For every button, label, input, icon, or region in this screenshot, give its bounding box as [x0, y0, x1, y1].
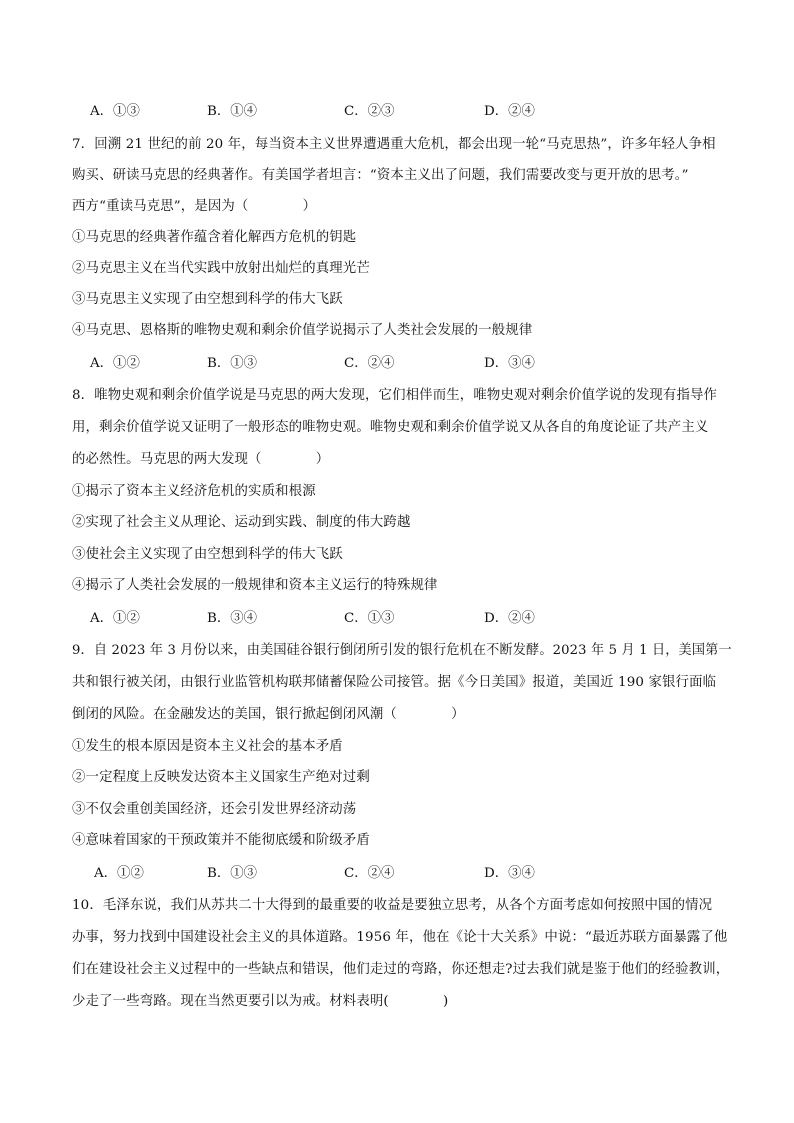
q8-option-c: C．①③: [344, 611, 395, 626]
q8-option-d: D．②④: [484, 611, 535, 626]
q7-option-c: C．②④: [344, 356, 395, 371]
q8-stem-line-2: 用，剩余价值学说又证明了一般形态的唯物史观。唯物史观和剩余价值学说又从各自的角度论证了共产主义: [72, 420, 709, 435]
q8-stem-line-3: 的必然性。马克思的两大发现（ ）: [72, 452, 330, 467]
q9-statement-2: ②一定程度上反映发达资本主义国家生产绝对过剩: [72, 770, 370, 785]
q8-stem-line-1: 8．唯物史观和剩余价值学说是马克思的两大发现，它们相伴而生，唯物史观对剩余价值学说的发现有指导作: [72, 388, 718, 403]
q9-option-b: B．①③: [207, 866, 258, 881]
q9-stem-line-2: 共和银行被关闭，由银行业监管机构联邦储蓄保险公司接管。据《今日美国》报道，美国近 190 家银行面临: [72, 675, 717, 690]
q9-option-d: D．③④: [484, 866, 535, 881]
q7-option-a: A．①②: [90, 356, 140, 371]
q6-option-b: B．①④: [207, 104, 258, 119]
q9-option-a: A．①②: [94, 866, 144, 881]
q9-option-c: C．②④: [344, 866, 395, 881]
q7-stem-line-2: 购买、研读马克思的经典著作。有美国学者坦言：“资本主义出了问题，我们需要改变与更开放的思考。”: [72, 168, 689, 183]
q7-statement-4: ④马克思、恩格斯的唯物史观和剩余价值学说揭示了人类社会发展的一般规律: [72, 323, 533, 338]
q7-stem-line-3: 西方“重读马克思”，是因为（ ）: [72, 199, 317, 214]
q9-stem-line-1: 9．自 2023 年 3 月份以来，由美国硅谷银行倒闭所引发的银行危机在不断发酵。2023 年 5 月 1 日，美国第一: [72, 643, 732, 658]
q8-statement-2: ②实现了社会主义从理论、运动到实践、制度的伟大跨越: [72, 515, 411, 530]
q9-statement-1: ①发生的根本原因是资本主义社会的基本矛盾: [72, 739, 343, 754]
q8-option-b: B．③④: [207, 611, 258, 626]
q8-statement-1: ①揭示了资本主义经济危机的实质和根源: [72, 484, 316, 499]
q10-stem-line-1: 10．毛泽东说，我们从苏共二十大得到的最重要的收益是要独立思考，从各个方面考虑如何按照中国的情况: [72, 898, 713, 913]
q10-stem-line-2: 办事，努力找到中国建设社会主义的具体道路。1956 年，他在《论十大关系》中说：“最近苏联方面暴露了他: [72, 930, 728, 945]
q9-statement-3: ③不仅会重创美国经济，还会引发世界经济动荡: [72, 802, 357, 817]
q7-statement-3: ③马克思主义实现了由空想到科学的伟大飞跃: [72, 292, 343, 307]
q10-stem-line-4: 少走了一些弯路。现在当然更要引以为戒。材料表明( ): [72, 994, 449, 1009]
q10-stem-line-3: 们在建设社会主义过程中的一些缺点和错误，他们走过的弯路，你还想走?过去我们就是鉴于他们的经验教训，: [72, 962, 730, 977]
q7-option-b: B．①③: [207, 356, 258, 371]
q7-statement-1: ①马克思的经典著作蕴含着化解西方危机的钥匙: [72, 230, 357, 245]
q9-statement-4: ④意味着国家的干预政策并不能彻底缓和阶级矛盾: [72, 833, 370, 848]
q6-option-c: C．②③: [344, 104, 395, 119]
q9-stem-line-3: 倒闭的风险。在金融发达的美国，银行掀起倒闭风潮（ ）: [72, 707, 465, 722]
q8-statement-3: ③使社会主义实现了由空想到科学的伟大飞跃: [72, 547, 343, 562]
q7-statement-2: ②马克思主义在当代实践中放射出灿烂的真理光芒: [72, 261, 370, 276]
q7-option-d: D．③④: [484, 356, 535, 371]
q8-option-a: A．①②: [90, 611, 140, 626]
q7-stem-line-1: 7．回溯 21 世纪的前 20 年，每当资本主义世界遭遇重大危机，都会出现一轮“马克思热”，许多年轻人争相: [72, 137, 716, 152]
q6-option-a: A．①③: [90, 104, 140, 119]
q8-statement-4: ④揭示了人类社会发展的一般规律和资本主义运行的特殊规律: [72, 578, 438, 593]
q6-option-d: D．②④: [484, 104, 535, 119]
